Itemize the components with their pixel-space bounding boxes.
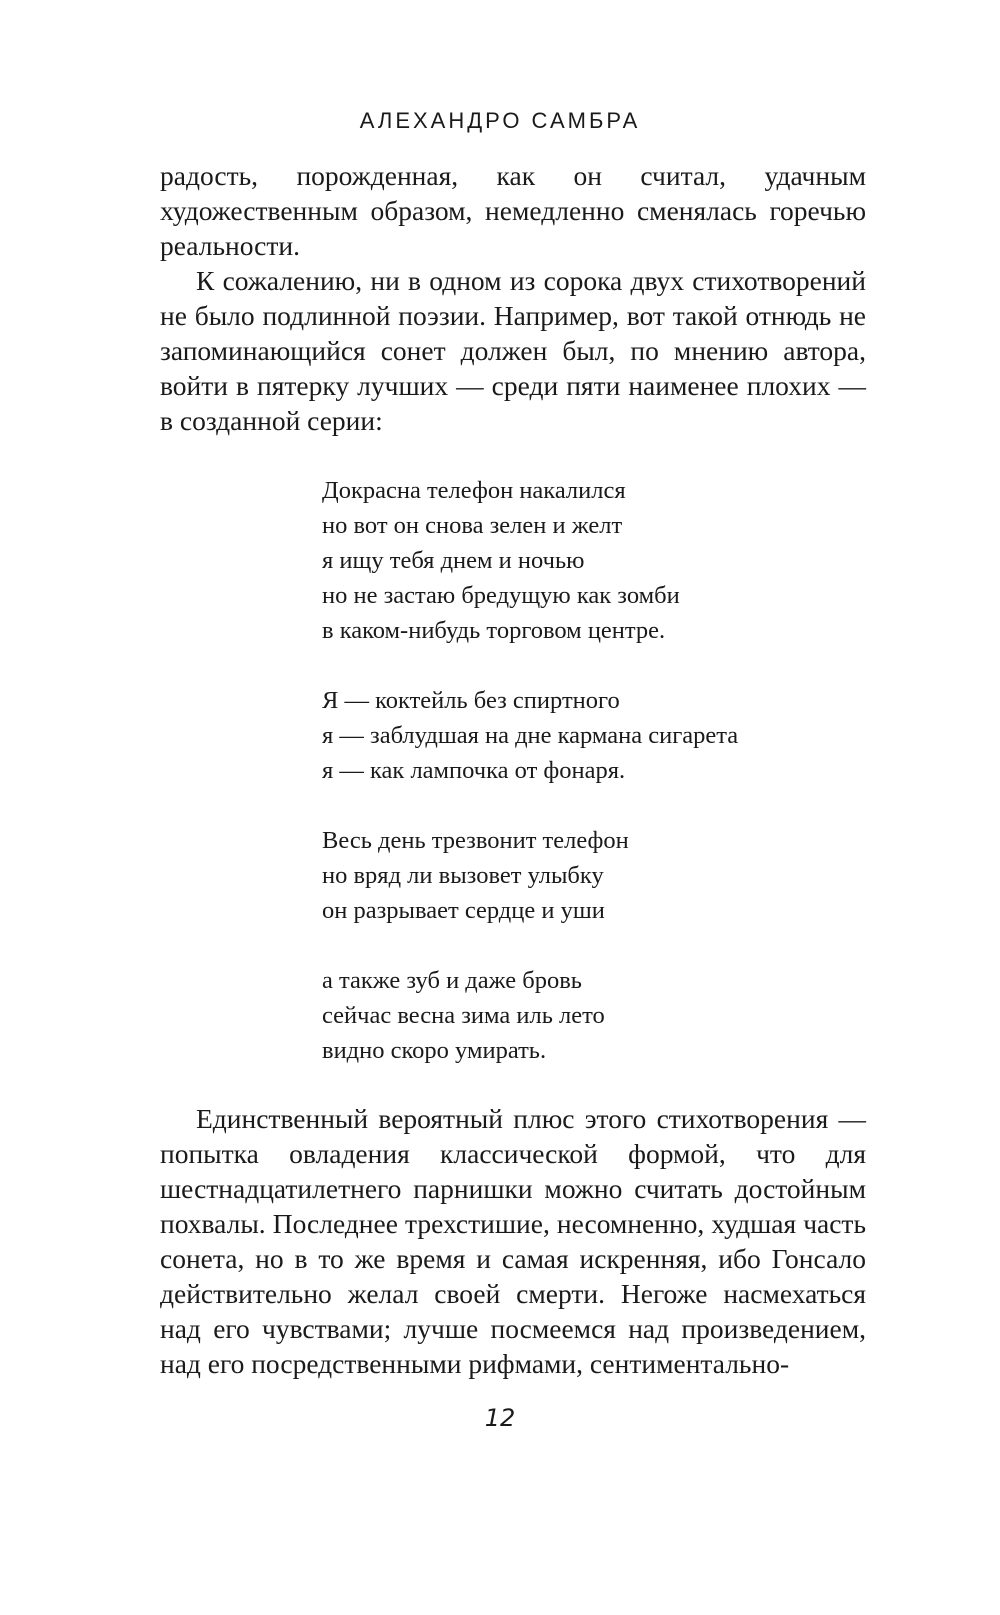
poem-line: но вряд ли вызовет улыбку <box>322 862 604 889</box>
poem-line: Докрасна телефон накалился <box>322 477 626 504</box>
poem-stanza-2 <box>322 683 882 788</box>
poem-line: я ищу тебя днем и ночью <box>322 547 585 574</box>
poem-stanza-3 <box>322 823 882 928</box>
poem-line: Я — коктейль без спиртного <box>322 687 620 714</box>
poem-line: я — как лампочка от фонаря. <box>322 757 626 784</box>
paragraph-continuation: радость, порожденная, как он считал, удачным художественным образом, немедленно сменялась горечью реальности. <box>160 160 866 261</box>
text-block-after-poem <box>160 1101 866 1381</box>
poem-stanza-4 <box>322 963 882 1068</box>
poem-line: видно скоро умирать. <box>322 1037 547 1064</box>
paragraph-intro-sonnet: К сожалению, ни в одном из сорока двух стихотворений не было подлинной поэзии. Например, вот такой отнюдь не запоминающийся сонет должен был, по мнению автора, войти в пятерку лучших — среди пяти наименее плохих — в созданной серии: <box>160 265 866 436</box>
poem-line: сейчас весна зима иль лето <box>322 1002 605 1029</box>
poem-line: в каком-нибудь торговом центре. <box>322 617 666 644</box>
poem-line: но не застаю бредущую как зомби <box>322 582 680 609</box>
text-block-before-poem <box>160 158 866 438</box>
running-head: АЛЕХАНДРО САМБРА <box>359 108 641 133</box>
poem-line: а также зуб и даже бровь <box>322 967 582 994</box>
poem-line: но вот он снова зелен и желт <box>322 512 623 539</box>
poem-line: он разрывает сердце и уши <box>322 897 605 924</box>
paragraph-commentary: Единственный вероятный плюс этого стихотворения — попытка овладения классической формой, что для шестнадцатилетнего парнишки можно считать достойным похвалы. Последнее трехстишие, несомненно, худшая часть сонета, но в то же время и самая искренняя, ибо Гонсало действительно желал своей смерти. Негоже насмехаться над его чувствами; лучше посмеемся над произведением, над его посредственными рифмами, сентиментально- <box>160 1103 866 1379</box>
poem-line: Весь день трезвонит телефон <box>322 827 629 854</box>
page-number: 12 <box>484 1404 516 1432</box>
poem-stanza-1 <box>322 473 882 648</box>
poem-line: я — заблудшая на дне кармана сигарета <box>322 722 739 749</box>
poem <box>322 473 882 1068</box>
